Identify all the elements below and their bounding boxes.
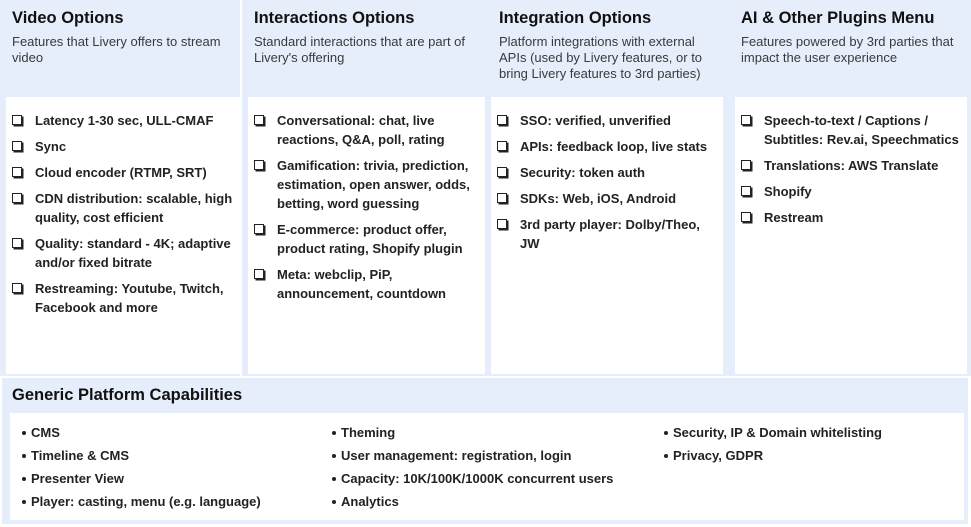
- section-title: Generic Platform Capabilities: [12, 386, 243, 404]
- list-item: Restreaming: Youtube, Twitch, Facebook and more: [10, 279, 234, 317]
- checkbox-icon: [741, 160, 751, 170]
- bullet-icon: [332, 454, 336, 458]
- checkbox-icon: [497, 193, 507, 203]
- card-title: Video Options: [12, 9, 124, 27]
- ai-plugins-card: [729, 0, 971, 376]
- bullet-icon: [664, 454, 668, 458]
- list-item: APIs: feedback loop, live stats: [495, 137, 717, 156]
- list-item: Speech-to-text / Captions / Subtitles: Rev.ai, Speechmatics: [739, 111, 961, 149]
- list-item: SDKs: Web, iOS, Android: [495, 189, 717, 208]
- checkbox-icon: [497, 141, 507, 151]
- checkbox-icon: [12, 238, 22, 248]
- bullet-icon: [22, 431, 26, 435]
- checkbox-icon: [497, 219, 507, 229]
- list-item: Gamification: trivia, prediction, estimation, open answer, odds, betting, word guessing: [252, 156, 479, 213]
- list-item: Presenter View: [20, 467, 261, 490]
- bullet-icon: [332, 500, 336, 504]
- list-item: Player: casting, menu (e.g. language): [20, 490, 261, 513]
- checkbox-icon: [254, 160, 264, 170]
- checkbox-icon: [497, 167, 507, 177]
- checkbox-icon: [741, 212, 751, 222]
- list-item: Theming: [330, 421, 613, 444]
- checkbox-icon: [12, 193, 22, 203]
- checkbox-icon: [12, 283, 22, 293]
- generic-capabilities-card: [2, 378, 968, 524]
- card-title: Interactions Options: [254, 9, 415, 27]
- card-subtitle: Features that Livery offers to stream video: [12, 34, 221, 65]
- checkbox-icon: [12, 115, 22, 125]
- capabilities-list: [10, 413, 964, 520]
- bullet-icon: [22, 500, 26, 504]
- bullet-icon: [664, 431, 668, 435]
- capabilities-column: [662, 421, 882, 467]
- list-item: Analytics: [330, 490, 613, 513]
- list-item: Translations: AWS Translate: [739, 156, 961, 175]
- list-item: E-commerce: product offer, product rating, Shopify plugin: [252, 220, 479, 258]
- card-title: Integration Options: [499, 9, 652, 27]
- bullet-icon: [332, 477, 336, 481]
- checkbox-icon: [741, 115, 751, 125]
- list-item: Latency 1-30 sec, ULL-CMAF: [10, 111, 234, 130]
- list-item: Quality: standard - 4K; adaptive and/or fixed bitrate: [10, 234, 234, 272]
- list-item: Shopify: [739, 182, 961, 201]
- list-item: Security: token auth: [495, 163, 717, 182]
- bullet-icon: [22, 454, 26, 458]
- bullet-icon: [22, 477, 26, 481]
- checkbox-icon: [254, 115, 264, 125]
- capabilities-column: [330, 421, 613, 513]
- list-item: SSO: verified, unverified: [495, 111, 717, 130]
- checkbox-icon: [741, 186, 751, 196]
- card-subtitle: Platform integrations with external APIs (used by Livery features, or to bring Livery features to 3rd parties): [499, 34, 703, 81]
- list-item: Privacy, GDPR: [662, 444, 882, 467]
- integration-options-card: [487, 0, 729, 376]
- list-item: Security, IP & Domain whitelisting: [662, 421, 882, 444]
- list-item: Timeline & CMS: [20, 444, 261, 467]
- checkbox-icon: [254, 269, 264, 279]
- checkbox-icon: [12, 141, 22, 151]
- bullet-icon: [332, 431, 336, 435]
- capabilities-column: [20, 421, 261, 513]
- list-item: CMS: [20, 421, 261, 444]
- card-title: AI & Other Plugins Menu: [741, 9, 935, 27]
- interactions-options-card: [242, 0, 487, 376]
- checkbox-icon: [497, 115, 507, 125]
- list-item: Conversational: chat, live reactions, Q&A, poll, rating: [252, 111, 479, 149]
- list-item: Cloud encoder (RTMP, SRT): [10, 163, 234, 182]
- checkbox-icon: [254, 224, 264, 234]
- list-item: User management: registration, login: [330, 444, 613, 467]
- list-item: Capacity: 10K/100K/1000K concurrent users: [330, 467, 613, 490]
- card-subtitle: Features powered by 3rd parties that impact the user experience: [741, 34, 954, 65]
- list-item: CDN distribution: scalable, high quality, cost efficient: [10, 189, 234, 227]
- card-subtitle: Standard interactions that are part of Livery's offering: [254, 34, 466, 65]
- list-item: Meta: webclip, PiP, announcement, countdown: [252, 265, 479, 303]
- list-item: 3rd party player: Dolby/Theo, JW: [495, 215, 717, 253]
- checkbox-icon: [12, 167, 22, 177]
- list-item: Sync: [10, 137, 234, 156]
- video-options-card: [0, 0, 240, 376]
- list-item: Restream: [739, 208, 961, 227]
